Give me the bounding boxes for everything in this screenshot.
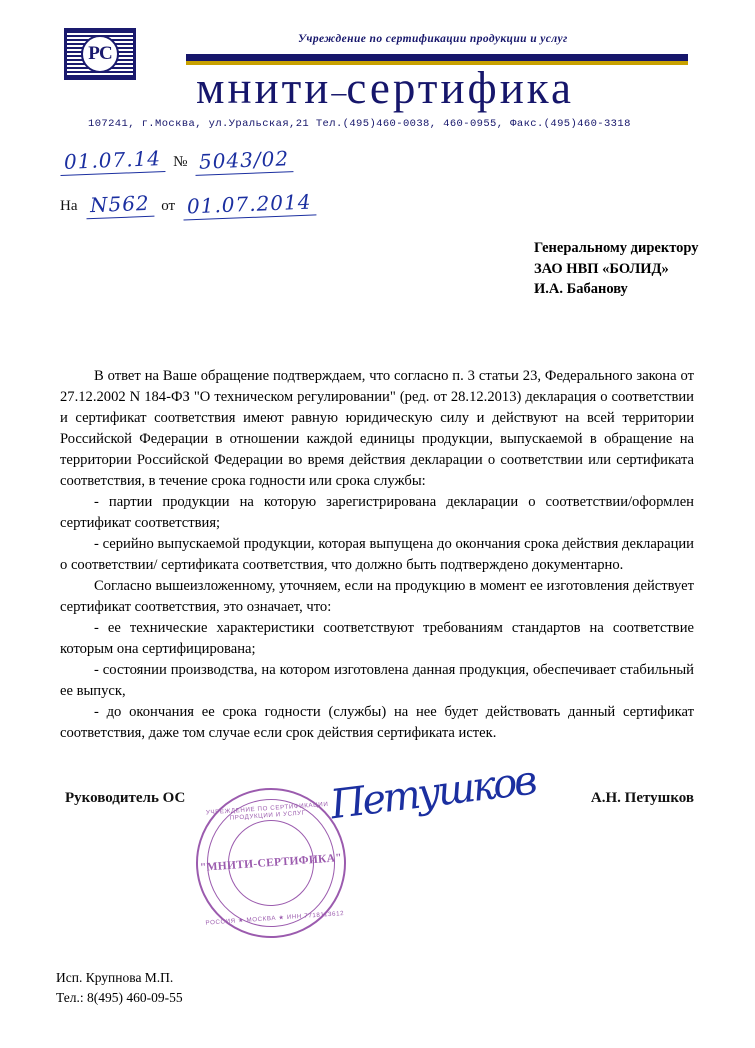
brand-title	[196, 62, 574, 114]
brand-word-right: сертифика	[346, 63, 574, 113]
body-paragraph: - ее технические характеристики соответствуют требованиям стандартов на соответствие которым она сертифицирована;	[60, 620, 694, 657]
stamp-bottom-text: РОССИЯ ★ МОСКВА ★ ИНН 7718113612	[205, 910, 345, 927]
from-label: от	[161, 198, 176, 214]
stamp-center-text: "МНИТИ-СЕРТИФИКА"	[199, 852, 343, 874]
brand-dash: –	[331, 75, 347, 109]
body-paragraph: - партии продукции на которую зарегистрирована декларации о соответствии/оформлен сертификат соответствия;	[60, 494, 694, 531]
reference-incoming-row	[60, 189, 316, 219]
addressee-line-1: Генеральному директору	[534, 240, 699, 256]
handwritten-signature: Петушков	[327, 757, 537, 829]
certification-logo	[64, 28, 136, 80]
letterhead-address: 107241, г.Москва, ул.Уральская,21 Тел.(495)460-0038, 460-0955, Факс.(495)460-3318	[88, 118, 631, 130]
letter-body	[60, 366, 694, 744]
signatory-name: А.Н. Петушков	[590, 790, 694, 806]
logo-monogram: РС	[81, 35, 119, 73]
executor-name: Исп. Крупнова М.П.	[56, 970, 174, 985]
addressee-block	[534, 238, 744, 300]
body-paragraph: В ответ на Ваше обращение подтверждаем, что согласно п. 3 статьи 23, Федерального закона от 27.12.2002 N 184-ФЗ "О техническом регулировании" (ред. от 28.12.2013) декларация о соответствии и сертификат соответствия имеют равную юридическую силу и действуют на всей территории Российской Федерации в отношении каждой единицы продукции, выпускаемой в обращение на территории Российской Федерации во время действия декларации о соответствии или сертификата соответствия, в течение срока годности или срока службы:	[60, 368, 694, 489]
outgoing-date: 01.07.14	[60, 146, 166, 176]
incoming-prefix-label: На	[60, 198, 78, 214]
letterhead	[0, 0, 755, 145]
document-footer	[56, 968, 183, 1009]
body-paragraph: Согласно вышеизложенному, уточняем, если на продукцию в момент ее изготовления действует сертификат соответствия, это означает, что:	[60, 578, 694, 615]
body-paragraph: - состоянии производства, на котором изготовлена данная продукция, обеспечивает стабильный ее выпуск,	[60, 662, 694, 699]
reference-outgoing-row	[60, 148, 293, 174]
reference-block	[60, 148, 460, 228]
incoming-date: 01.07.2014	[183, 189, 316, 220]
number-symbol: №	[173, 154, 188, 170]
organization-tagline: Учреждение по сертификации продукции и услуг	[298, 33, 568, 45]
outgoing-number: 5043/02	[195, 146, 294, 176]
addressee-line-3: И.А. Бабанову	[534, 281, 628, 298]
addressee-line-2: ЗАО НВП «БОЛИД»	[534, 260, 669, 277]
stamp-top-text: УЧРЕЖДЕНИЕ ПО СЕРТИФИКАЦИИ ПРОДУКЦИИ И УСЛУГ	[205, 800, 329, 822]
executor-phone: Тел.: 8(495) 460-09-55	[56, 990, 183, 1006]
signatory-role: Руководитель ОС	[65, 790, 186, 806]
body-paragraph: - серийно выпускаемой продукции, которая выпущена до окончания срока действия декларации о соответствии/ сертификата соответствия, что должно быть подтверждено документарно.	[60, 536, 694, 573]
incoming-number: N562	[85, 191, 154, 220]
brand-word-left: мнити	[196, 63, 332, 113]
header-rule-blue	[186, 54, 688, 61]
body-paragraph: - до окончания ее срока годности (службы) на нее будет действовать данный сертификат соответствия, даже том случае если срок действия сертификата истек.	[60, 704, 694, 741]
